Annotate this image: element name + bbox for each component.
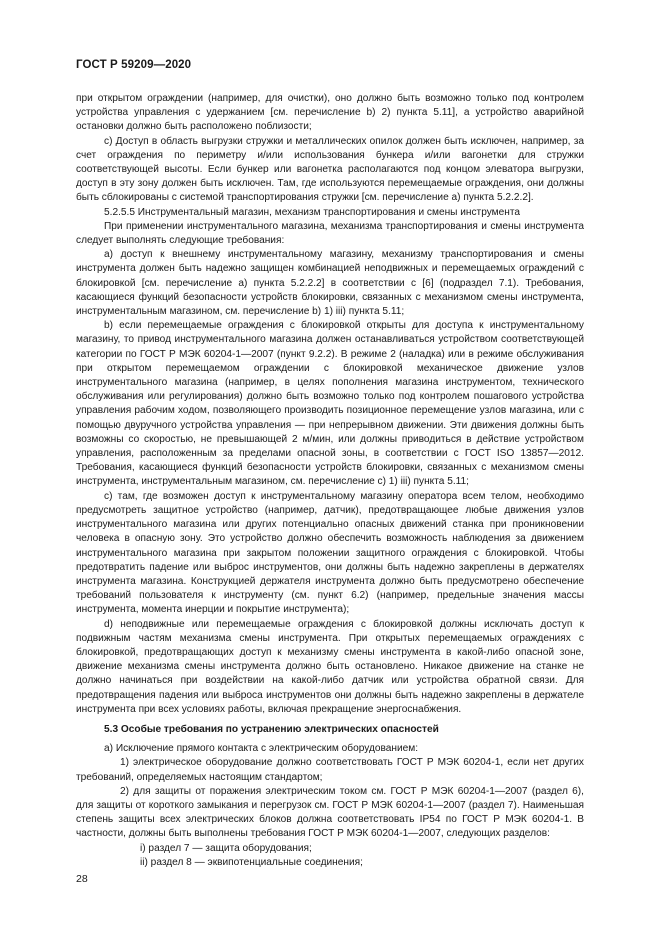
list-item-d: d) неподвижные или перемещаемые ограждения с блокировкой должны исключать доступ к подвижным частям механизма смены инструмента. При открытых перемещаемых ограждениях с блокировкой, предотвращающих доступ к механизму смены инструмента в какой-либо опасной зоне, движение механизма смены инструмента должно быть остановлено. Никакое движение на станке не должно начинаться при воздействии на какой-либо датчик или устройства обратной связи. Для предотвращения падения или выброса инструментов они должны быть надежно закреплены в держателе инструмента при всех условиях работы, включая прекращение энергоснабжения. <box>76 618 584 715</box>
document-body <box>76 92 584 870</box>
section-5-3-item-ii: ii) раздел 8 — эквипотенциальные соединения; <box>140 856 363 868</box>
section-5-3-item-i: i) раздел 7 — защита оборудования; <box>140 842 312 854</box>
section-5-3-item-a2: 2) для защиты от поражения электрическим током см. ГОСТ Р МЭК 60204-1—2007 (раздел 6), для защиты от короткого замыкания и перегрузок см. ГОСТ Р МЭК 60204-1—2007 (раздел 7). Наименьшая степень защиты всех электрических блоков должна соответствовать IP54 по ГОСТ Р МЭК 60204-1. В частности, должны быть выполнены требования ГОСТ Р МЭК 60204-1—2007, следующих разделов: <box>76 785 584 840</box>
section-heading-5-3: 5.3 Особые требования по устранению электрических опасностей <box>104 723 439 735</box>
section-5-3-item-a: a) Исключение прямого контакта с электрическим оборудованием: <box>104 743 419 755</box>
list-item-c: c) там, где возможен доступ к инструментальному магазину оператора всем телом, необходимо предусмотреть защитное устройство (например, датчик), предотвращающее любые движения узлов инструментального магазина или других потенциально опасных движений станка при проникновении человека в опасную зону. Это устройство должно обеспечить возможность наблюдения за движением инструментального магазина при закрытом положении защитного ограждения с блокировкой. Чтобы предотвратить падение или выброс инструментов, они должны быть надежно закреплены в держателях инструмента магазина. Конструкцией держателя инструмента должно быть предусмотрено обеспечение требований пользователя к инструменту (см. пункт 6.2) (например, предельные значения массы инструмента, момента инерции и покрытие инструмента); <box>76 490 584 616</box>
page-number: 28 <box>76 873 88 885</box>
paragraph-c-chip-area: c) Доступ в область выгрузки стружки и металлических опилок должен быть исключен, например, за счет ограждения по периметру и/или использования бункера и/или вагонетки для стружки соответствующей высоты. Если бункер или вагонетка располагаются под концом элеватора выгрузки, доступ в эту зону должен быть исключен. Там, где используются перемещаемые ограждения, они должны быть сблокированы с системой транспортирования стружки [см. перечисление a) пункта 5.2.2.2]. <box>76 135 584 204</box>
paragraph-intro: При применении инструментального магазина, механизма транспортирования и смены инструмента следует выполнять следующие требования: <box>76 220 584 247</box>
section-5-3-item-a1: 1) электрическое оборудование должно соответствовать ГОСТ Р МЭК 60204-1, если нет других требований, определяемых настоящим стандартом; <box>76 757 584 783</box>
clause-heading-5-2-5-5: 5.2.5.5 Инструментальный магазин, механизм транспортирования и смены инструмента <box>104 206 521 218</box>
paragraph-continuation: при открытом ограждении (например, для очистки), оно должно быть возможно только под контролем устройства управления с удержанием [см. перечисление b) 2) пункта 5.11], а устройство аварийной остановки должно быть расположено поблизости; <box>76 93 584 133</box>
list-item-b: b) если перемещаемые ограждения с блокировкой открыты для доступа к инструментальному магазину, то привод инструментального магазина должен останавливаться устройством соответствующей категории по ГОСТ Р МЭК 60204-1—2007 (пункт 9.2.2). В режиме 2 (наладка) или в режиме обслуживания при открытом перемещаемом ограждении с блокировкой механическое движение узлов инструментального магазина (например, в целях пополнения магазина инструментом, технического обслуживания или регулирования) должно быть возможно только под контролем пошагового устройства управления рабочим ходом, позволяющего производить позиционное перемещение узлов магазина, или с помощью двуручного устройства управления — при непрерывном движении. Эти движения должны быть возможны со скоростью, не превышающей 2 м/мин, или должны приводиться в действие устройством управления, расположенным за пределами опасной зоны, в соответствии с ГОСТ ISO 13857—2012. Требования, касающиеся функций безопасности устройств блокировки, связанных с механизмом смены инструмента, инструментальным магазином, см. перечисление c) 1) iii) пункта 5.11; <box>76 320 584 488</box>
document-header: ГОСТ Р 59209—2020 <box>76 59 192 71</box>
list-item-a: a) доступ к внешнему инструментальному магазину, механизму транспортирования и смены инструмента должен быть надежно защищен комбинацией неподвижных и перемещаемых ограждений с блокировкой [см. перечисление a) пункта 5.2.2.2] в соответствии с [6] (подраздел 7.1). Требования, касающиеся функций безопасности устройств блокировки, связанных с механизмом смены инструмента, инструментальным магазином, см. перечисление b) 1) iii) пункта 5.11; <box>76 249 584 318</box>
